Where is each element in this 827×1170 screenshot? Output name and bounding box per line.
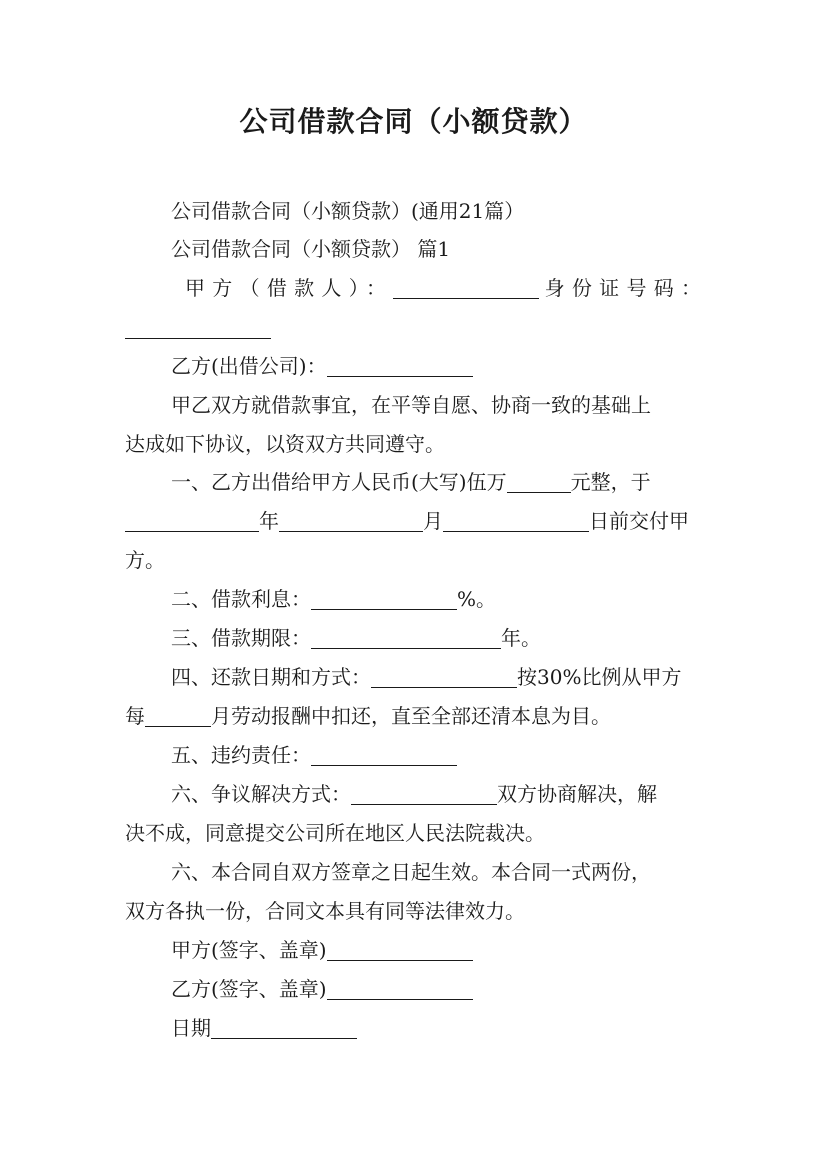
clause-6-line-1: [171, 775, 657, 813]
id-number-label: 身份证号码：: [539, 276, 704, 300]
signature-party-a: [171, 931, 473, 969]
document-subtitle: 公司借款合同（小额贷款）(通用21篇）: [171, 199, 525, 223]
clause-3-term-blank: [311, 628, 501, 649]
clause-6-line-2: 决不成，同意提交公司所在地区人民法院裁决。: [125, 821, 545, 845]
clause-6-resolution: 双方协商解决，解: [497, 782, 657, 806]
clause-1-line-2: [125, 502, 689, 540]
clause-1-year-label: 年: [259, 509, 279, 533]
document-title: 公司借款合同（小额贷款）: [239, 105, 588, 138]
clause-4-label: 四、还款日期和方式：: [171, 665, 371, 689]
clause-5-blank: [311, 745, 457, 766]
date-blank: [211, 1018, 357, 1039]
clause-1-month-blank: [279, 511, 423, 532]
clause-1-day-blank: [443, 511, 589, 532]
signature-party-b-label: 乙方(签字、盖章): [171, 977, 327, 1001]
intro-line-2: 达成如下协议，以资双方共同遵守。: [125, 432, 445, 456]
date-row: [171, 1009, 357, 1047]
party-a-row: [125, 269, 703, 307]
clause-4-line-2: [125, 697, 611, 735]
section-heading: 公司借款合同（小额贷款） 篇1: [171, 237, 451, 261]
signature-party-a-label: 甲方(签字、盖章): [171, 938, 327, 962]
party-b-row: [171, 347, 473, 385]
clause-1-year-blank: [125, 511, 259, 532]
clause-1-yuan-text: 元整，于: [570, 470, 651, 494]
clause-3-year: 年。: [501, 626, 541, 650]
clause-6-blank: [351, 784, 497, 805]
clause-3-row: [171, 619, 541, 657]
date-label: 日期: [171, 1016, 211, 1040]
clause-4-month-blank: [145, 706, 211, 727]
signature-party-b: [171, 970, 473, 1008]
clause-1-amount-blank: [507, 472, 571, 493]
clause-3-label: 三、借款期限：: [171, 626, 311, 650]
intro-line-1: 甲乙双方就借款事宜，在平等自愿、协商一致的基础上: [171, 393, 651, 417]
party-b-label: 乙方(出借公司)：: [171, 354, 327, 378]
clause-2-interest-blank: [311, 589, 457, 610]
clause-7-line-1: 六、本合同自双方签章之日起生效。本合同一式两份，: [171, 860, 651, 884]
clause-4-method: 按30%比例从甲方: [517, 665, 682, 689]
clause-4-line-1: [171, 658, 681, 696]
clause-4-date-blank: [371, 667, 517, 688]
clause-5-row: [171, 736, 457, 774]
id-number-row: [125, 309, 271, 347]
clause-2-row: [171, 580, 496, 618]
clause-2-label: 二、借款利息：: [171, 587, 311, 611]
clause-4-rest: 月劳动报酬中扣还，直至全部还清本息为目。: [211, 704, 611, 728]
clause-2-percent: %。: [457, 587, 497, 611]
clause-1-amount-text: 一、乙方出借给甲方人民币(大写)伍万: [171, 470, 507, 494]
party-b-name-blank: [327, 356, 473, 377]
clause-5-label: 五、违约责任：: [171, 743, 311, 767]
clause-1-month-label: 月: [423, 509, 443, 533]
clause-7-line-2: 双方各执一份，合同文本具有同等法律效力。: [125, 899, 525, 923]
signature-party-a-blank: [327, 940, 473, 961]
party-a-name-blank: [393, 278, 539, 299]
party-a-label: 甲方（借款人）：: [185, 276, 394, 300]
clause-1-day-label: 日前交付甲: [589, 509, 689, 533]
clause-4-each: 每: [125, 704, 145, 728]
clause-1-line-1: [171, 463, 651, 501]
clause-1-line-3: 方。: [125, 548, 165, 572]
id-number-blank: [125, 318, 271, 339]
clause-6-label: 六、争议解决方式：: [171, 782, 351, 806]
signature-party-b-blank: [327, 979, 473, 1000]
